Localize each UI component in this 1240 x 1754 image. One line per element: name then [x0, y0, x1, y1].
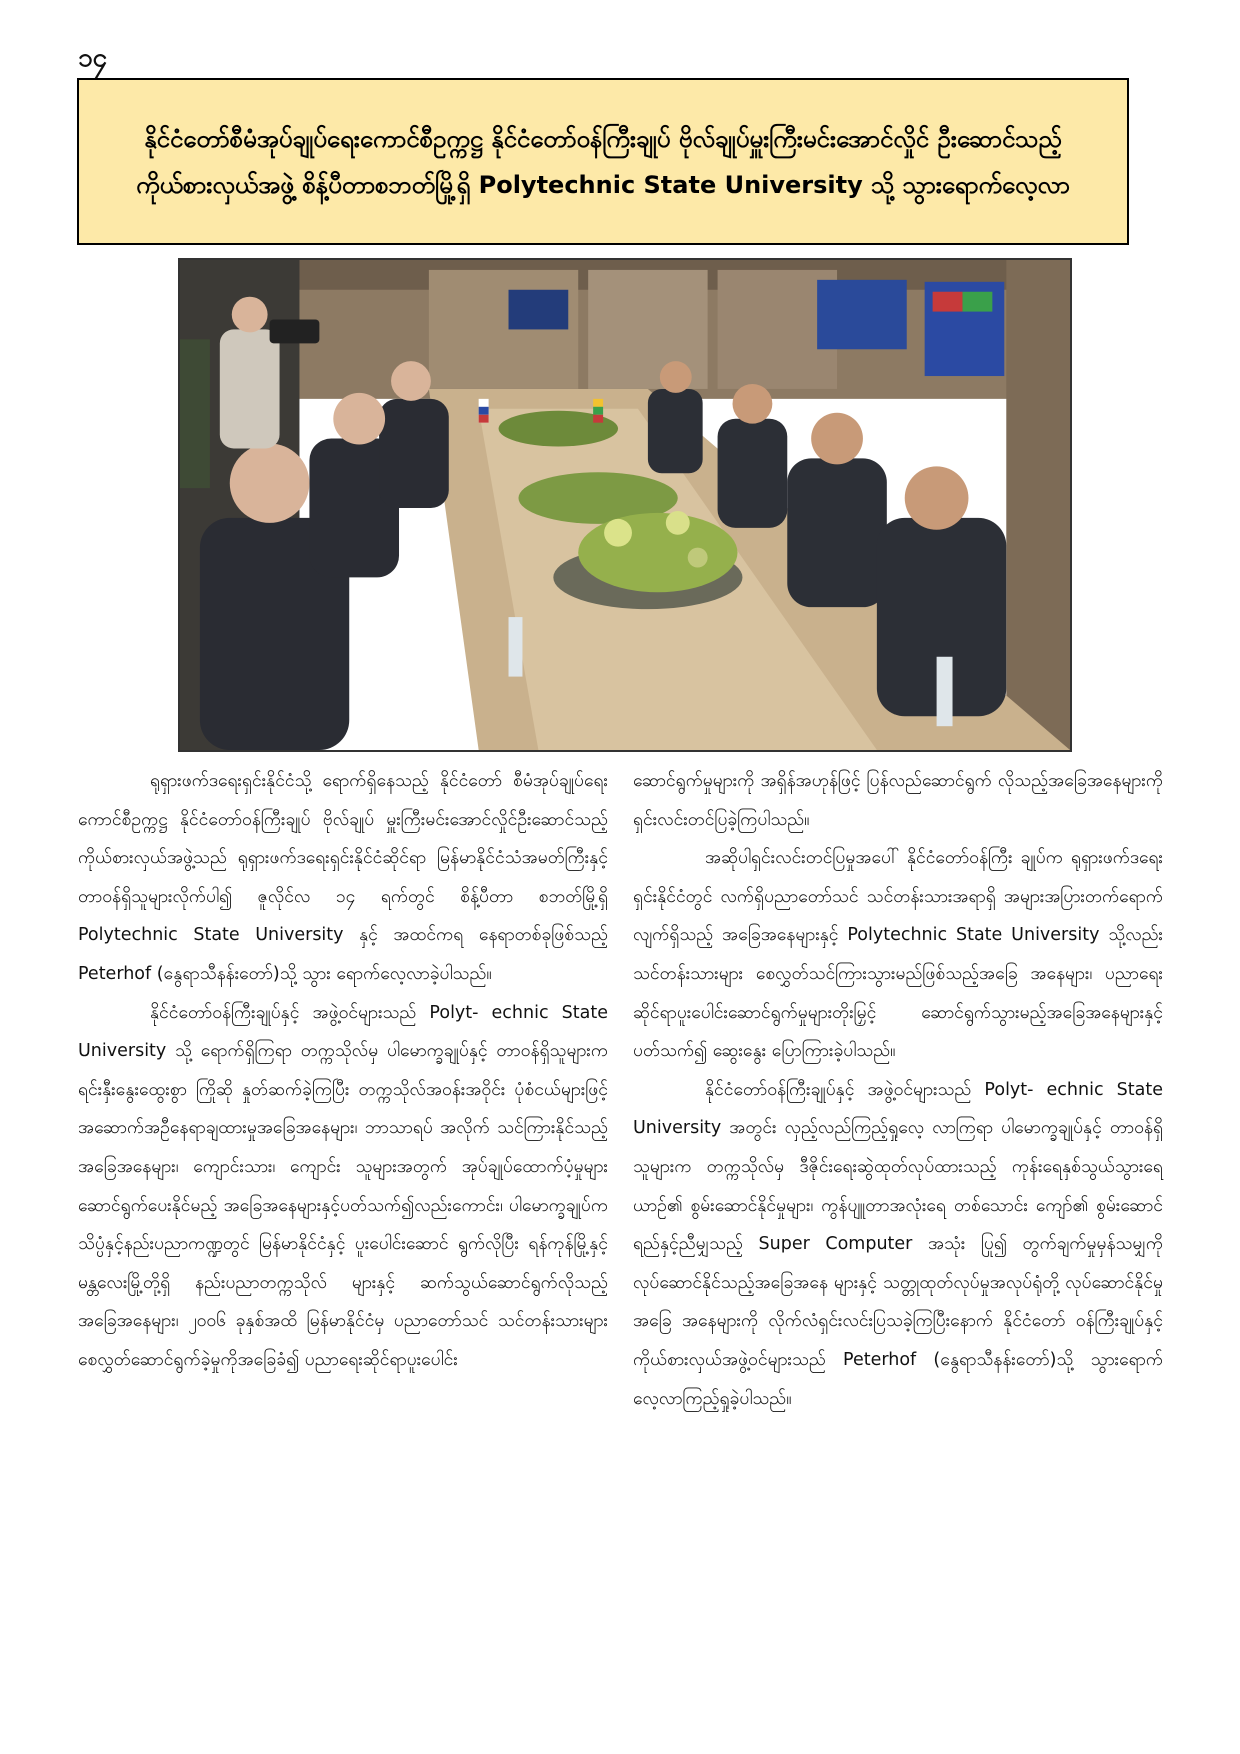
myanmar-flag	[593, 399, 603, 407]
wall-screen	[817, 280, 907, 349]
paragraph: နိုင်ငံတော်ဝန်ကြီးချုပ်နှင့် အဖွဲ့ဝင်များသည် Polyt- echnic State University အတွင်း လှည့်လည်ကြည့်ရှုလေ့ လာကြရာ ပါမောက္ခချုပ်နှင့် တာဝန်ရှိသူများက တက္ကသိုလ်မှ ဒီဇိုင်းရေးဆွဲထုတ်လုပ်ထားသည့် ကုန်းရေနှစ်သွယ်သွားရေ ယာဉ်၏ စွမ်းဆောင်နိုင်မှုများ၊ ကွန်ပျူတာအလုံးရေ တစ်သောင်း ကျော်၏ စွမ်းဆောင်ရည်နှင့်ညီမျှသည့် Super Computer အသုံး ပြု၍ တွက်ချက်မှုမှန်သမျှကို လုပ်ဆောင်နိုင်သည့်အခြေအနေ များနှင့် သတ္တုထုတ်လုပ်မှုအလုပ်ရုံတို့ လုပ်ဆောင်နိုင်မှုအခြေ အနေများကို လိုက်လံရှင်းလင်းပြသခဲ့ကြပြီးနောက် နိုင်ငံတော် ဝန်ကြီးချုပ်နှင့် ကိုယ်စားလှယ်အဖွဲ့ဝင်များသည် Peterhof (နွေရာသီနန်းတော်)သို့ သွားရောက်လေ့လာကြည့်ရှုခဲ့ပါသည်။	[633, 1079, 1163, 1409]
headline-title: နိုင်ငံတော်စီမံအုပ်ချုပ်ရေးကောင်စီဥက္ကဋ္ဌ နိုင်ငံတော်ဝန်ကြီးချုပ် ဗိုလ်ချုပ်မှူးကြီးမင်းအောင်လှိုင် ဦးဆောင်သည့်ကိုယ်စားလှယ်အဖွဲ့ စိန့်ပီတာစဘတ်မြို့ရှိ Polytechnic State University သို့ သွားရောက်လေ့လာ	[136, 124, 1070, 199]
page-number: ၁၄	[78, 43, 108, 73]
article-right-column	[633, 762, 1163, 1722]
headline-box	[77, 78, 1129, 245]
article-left-column	[78, 762, 608, 1722]
paragraph: ရုရှားဖက်ဒရေးရှင်းနိုင်ငံသို့ ရောက်ရှိနေသည့် နိုင်ငံတော် စီမံအုပ်ချုပ်ရေးကောင်စီဥက္ကဋ္ဌ နိုင်ငံတော်ဝန်ကြီးချုပ် ဗိုလ်ချုပ် မှူးကြီးမင်းအောင်လှိုင်ဦးဆောင်သည့် ကိုယ်စားလှယ်အဖွဲ့သည် ရုရှားဖက်ဒရေးရှင်းနိုင်ငံဆိုင်ရာ မြန်မာနိုင်ငံသံအမတ်ကြီးနှင့် တာဝန်ရှိသူများလိုက်ပါ၍ ဇူလိုင်လ ၁၄ ရက်တွင် စိန့်ပီတာ စဘတ်မြို့ရှိ Polytechnic State University နှင့် အထင်ကရ နေရာတစ်ခုဖြစ်သည့် Peterhof (နွေရာသီနန်းတော်)သို့ သွား ရောက်လေ့လာခဲ့ပါသည်။	[78, 771, 608, 984]
paragraph: နိုင်ငံတော်ဝန်ကြီးချုပ်နှင့် အဖွဲ့ဝင်များသည် Polyt- echnic State University သို့ ရောက်ရှိကြရာ တက္ကသိုလ်မှ ပါမောက္ခချုပ်နှင့် တာဝန်ရှိသူများက ရင်းနှီးနွေးထွေးစွာ ကြိုဆို နှုတ်ဆက်ခဲ့ကြပြီး တက္ကသိုလ်အဝန်းအဝိုင်း ပုံစံငယ်များဖြင့် အဆောက်အဦနေရာချထားမှုအခြေအနေများ၊ ဘာသာရပ် အလိုက် သင်ကြားနိုင်သည့်အခြေအနေများ၊ ကျောင်းသား၊ ကျောင်း သူများအတွက် အုပ်ချုပ်ထောက်ပံ့မှုများ ဆောင်ရွက်ပေးနိုင်မည့် အခြေအနေများနှင့်ပတ်သက်၍လည်းကောင်း၊ ပါမောက္ခချုပ်က သိပ္ပံနှင့်နည်းပညာကဏ္ဍတွင် မြန်မာနိုင်ငံနှင့် ပူးပေါင်းဆောင် ရွက်လိုပြီး ရန်ကုန်မြို့နှင့် မန္တလေးမြို့တို့ရှိ နည်းပညာတက္ကသိုလ် များနှင့် ဆက်သွယ်ဆောင်ရွက်လိုသည့်အခြေအနေများ၊ ၂၀၀၆ ခုနှစ်အထိ မြန်မာနိုင်ငံမှ ပညာတော်သင် သင်တန်းသားများ စေလွှတ်ဆောင်ရွက်ခဲ့မှုကိုအခြေခံ၍ ပညာရေးဆိုင်ရာပူးပေါင်း	[78, 1002, 608, 1370]
article-body	[78, 762, 1163, 1722]
paragraph: ဆောင်ရွက်မှုများကို အရှိန်အဟုန်ဖြင့် ပြန်လည်ဆောင်ရွက် လိုသည့်အခြေအနေများကို ရှင်းလင်းတင်ပြခဲ့ကြပါသည်။	[633, 771, 1163, 830]
paragraph: အဆိုပါရှင်းလင်းတင်ပြမှုအပေါ် နိုင်ငံတော်ဝန်ကြီး ချုပ်က ရုရှားဖက်ဒရေးရှင်းနိုင်ငံတွင် လက်ရှိပညာတော်သင် သင်တန်းသားအရာရှိ အများအပြားတက်ရောက်လျက်ရှိသည့် အခြေအနေများနှင့် Polytechnic State University သို့လည်း သင်တန်းသားများ စေလွှတ်သင်ကြားသွားမည်ဖြစ်သည့်အခြေ အနေများ၊ ပညာရေးဆိုင်ရာပူးပေါင်းဆောင်ရွက်မှုများတိုးမြှင့် ဆောင်ရွက်သွားမည့်အခြေအနေများနှင့်ပတ်သက်၍ ဆွေးနွေး ပြောကြားခဲ့ပါသည်။	[633, 848, 1163, 1062]
meeting-photo-illustration	[180, 260, 1070, 750]
meeting-photo	[178, 258, 1072, 752]
